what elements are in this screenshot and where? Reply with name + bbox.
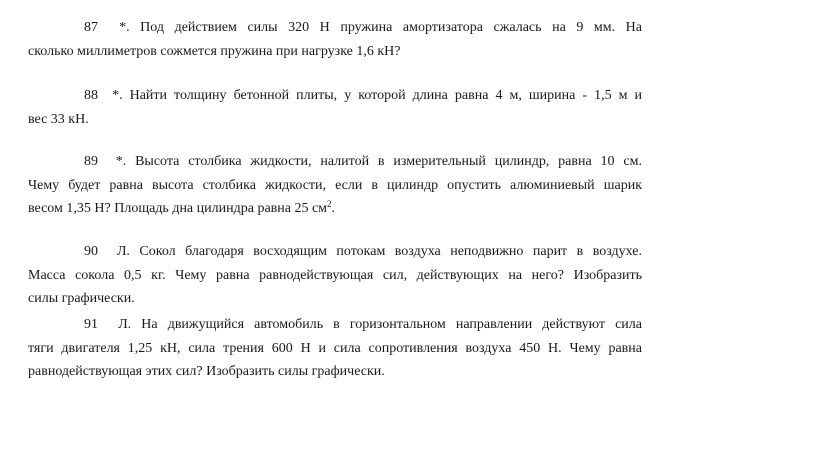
problem-line bbox=[28, 313, 642, 337]
problem-88 bbox=[28, 84, 642, 131]
problem-line: вес 33 кН. bbox=[28, 111, 89, 127]
problem-89 bbox=[28, 150, 642, 221]
problem-text: . bbox=[331, 201, 336, 216]
problem-line bbox=[28, 240, 642, 264]
problem-line: тяги двигателя 1,25 кН, сила трения 600 Н и сила сопротивления воздуха 450 Н. Чему равна bbox=[28, 340, 642, 356]
problem-text: весом 1,35 Н? Площадь дна цилиндра равна 25 см bbox=[28, 201, 328, 216]
problem-text: *. Найти толщину бетонной плиты, у которой длина равна 4 м, ширина - 1,5 м и bbox=[112, 88, 643, 103]
problem-line: сколько миллиметров сожмется пружина при нагрузке 1,6 кН? bbox=[28, 43, 401, 59]
problem-90 bbox=[28, 240, 642, 311]
problem-text: *. Под действием силы 320 Н пружина амортизатора сжалась на 9 мм. На bbox=[119, 20, 643, 35]
problem-91 bbox=[28, 313, 642, 384]
problem-number: 90 bbox=[84, 244, 98, 259]
problem-87 bbox=[28, 16, 642, 63]
problem-line: равнодействующая этих сил? Изобразить силы графически. bbox=[28, 364, 385, 379]
superscript-exponent: 2 bbox=[327, 199, 332, 209]
problem-text: *. Высота столбика жидкости, налитой в измерительный цилиндр, равна 10 см. bbox=[115, 154, 642, 169]
problem-line bbox=[28, 197, 642, 221]
problem-line bbox=[28, 16, 642, 40]
problem-line: Чему будет равна высота столбика жидкости, если в цилиндр опустить алюминиевый шарик bbox=[28, 177, 642, 193]
problem-number: 87 bbox=[84, 20, 98, 35]
problem-number: 88 bbox=[84, 88, 98, 103]
problem-text: Л. Сокол благодаря восходящим потокам воздуха неподвижно парит в воздухе. bbox=[116, 244, 643, 259]
problem-number: 89 bbox=[84, 154, 98, 169]
problem-line: Масса сокола 0,5 кг. Чему равна равнодействующая сил, действующих на него? Изобразить bbox=[28, 267, 642, 283]
problem-number: 91 bbox=[84, 317, 98, 332]
problem-line bbox=[28, 150, 642, 174]
problem-text: Л. На движущийся автомобиль в горизонтальном направлении действуют сила bbox=[118, 317, 642, 332]
problem-line bbox=[28, 84, 642, 108]
problem-line: силы графически. bbox=[28, 291, 135, 306]
